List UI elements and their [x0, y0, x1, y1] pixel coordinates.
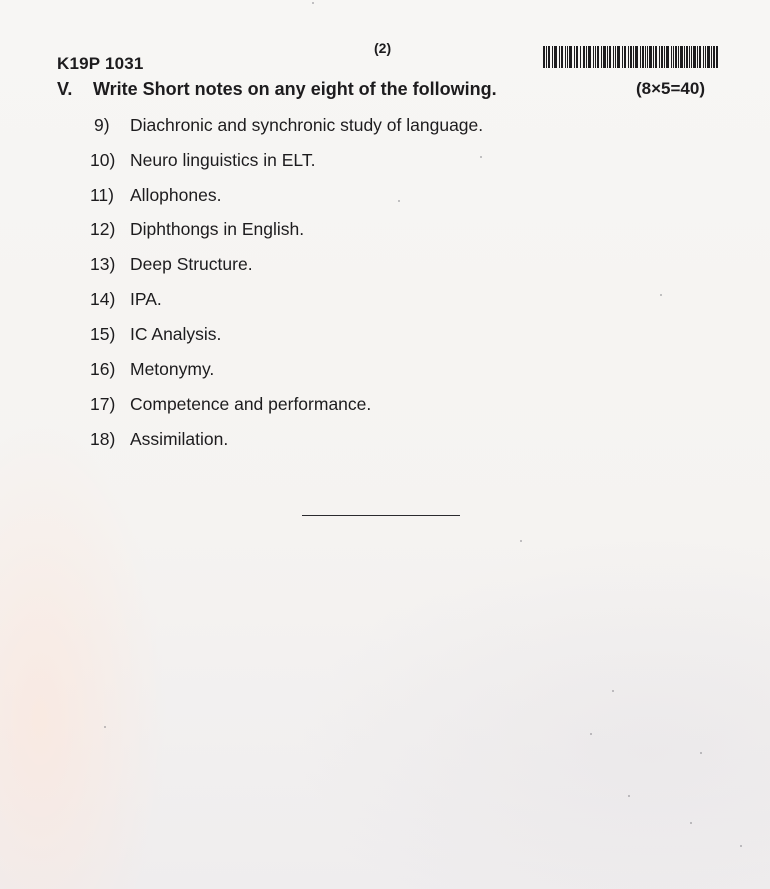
paper-speck — [690, 822, 692, 824]
question-item — [90, 359, 214, 380]
section-instruction: Write Short notes on any eight of the following. — [93, 79, 497, 99]
question-item — [90, 429, 228, 450]
paper-speck — [398, 200, 400, 202]
barcode-icon — [543, 46, 718, 68]
question-text: IC Analysis. — [130, 324, 222, 344]
question-text: Assimilation. — [130, 429, 229, 449]
paper-speck — [312, 2, 314, 4]
question-number: 10) — [90, 150, 116, 170]
question-number: 15) — [90, 324, 116, 344]
end-divider — [302, 515, 460, 516]
question-text: Competence and performance. — [130, 394, 372, 414]
question-item — [90, 219, 304, 240]
section-number: V. — [57, 79, 73, 99]
paper-speck — [480, 156, 482, 158]
question-item — [90, 115, 483, 136]
paper-speck — [104, 726, 106, 728]
question-number: 9) — [94, 115, 110, 135]
question-text: IPA. — [130, 289, 162, 309]
section-heading — [57, 79, 497, 100]
marks-allocation: (8×5=40) — [636, 79, 705, 98]
question-text: Diphthongs in English. — [130, 219, 305, 239]
paper-speck — [700, 752, 702, 754]
paper-code: K19P 1031 — [57, 54, 144, 73]
question-text: Deep Structure. — [130, 254, 253, 274]
question-number: 16) — [90, 359, 116, 379]
paper-speck — [520, 540, 522, 542]
question-item — [90, 394, 371, 415]
paper-speck — [612, 690, 614, 692]
paper-speck — [740, 845, 742, 847]
question-item — [90, 185, 221, 206]
question-number: 12) — [90, 219, 116, 239]
question-number: 17) — [90, 394, 116, 414]
question-item — [90, 289, 162, 310]
question-text: Diachronic and synchronic study of language. — [130, 115, 484, 135]
question-item — [90, 254, 253, 275]
question-number: 18) — [90, 429, 116, 449]
question-text: Neuro linguistics in ELT. — [130, 150, 316, 170]
question-number: 14) — [90, 289, 116, 309]
question-text: Metonymy. — [130, 359, 215, 379]
paper-speck — [590, 733, 592, 735]
paper-speck — [628, 795, 630, 797]
question-text: Allophones. — [130, 185, 222, 205]
question-number: 13) — [90, 254, 116, 274]
question-number: 11) — [90, 185, 114, 205]
question-item — [90, 324, 221, 345]
paper-speck — [660, 294, 662, 296]
question-item — [90, 150, 315, 171]
page-number: (2) — [374, 40, 392, 56]
